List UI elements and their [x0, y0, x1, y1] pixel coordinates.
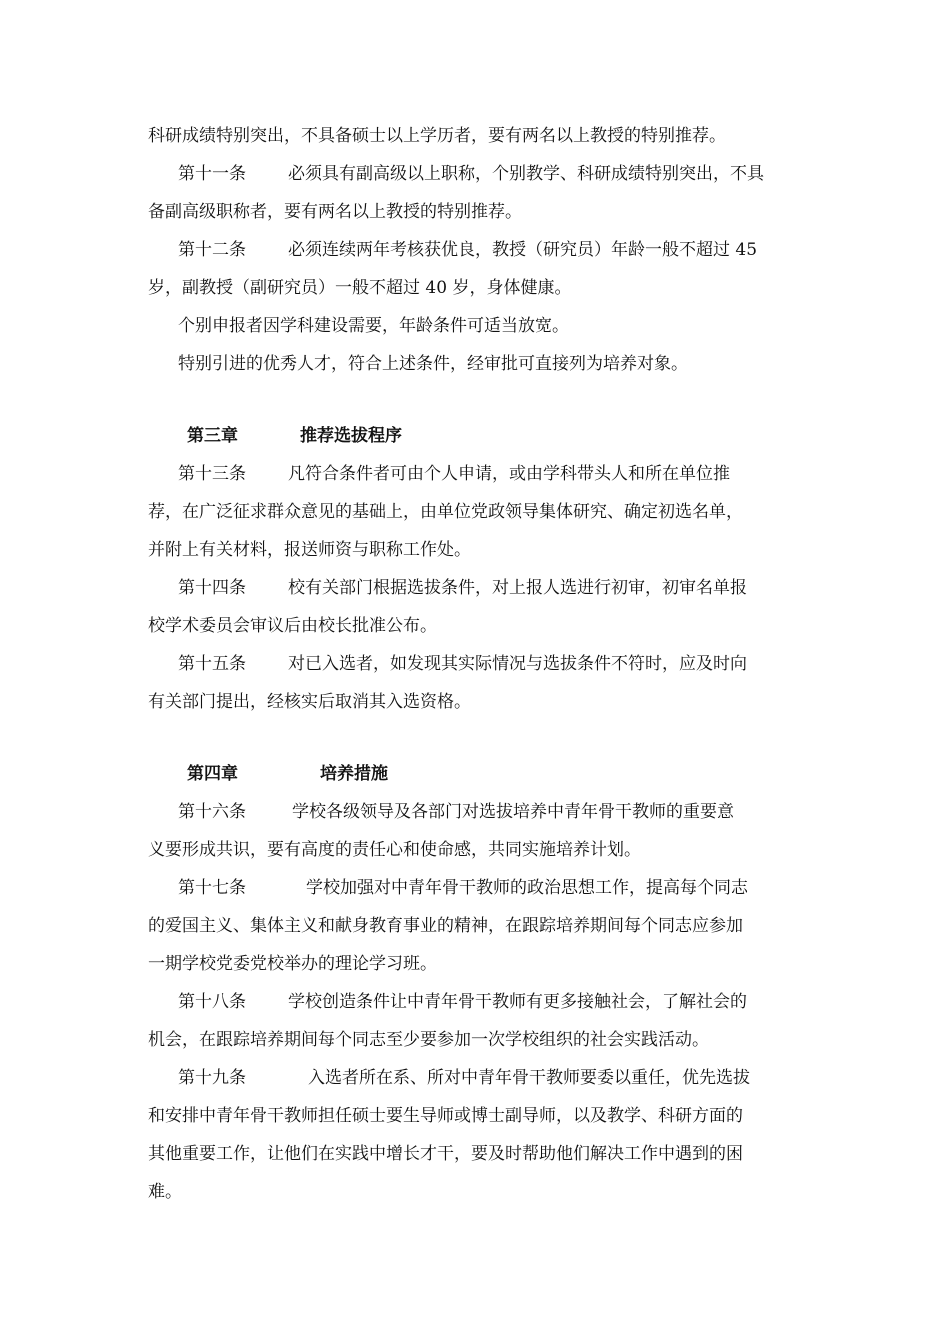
article-14 [178, 577, 808, 599]
article-text: 必须具有副高级以上职称，个别教学、科研成绩特别突出，不具 [288, 164, 764, 184]
chapter-4-heading [187, 763, 388, 785]
paragraph-line: 义要形成共识，要有高度的责任心和使命感，共同实施培养计划。 [148, 840, 641, 860]
article-text: 入选者所在系、所对中青年骨干教师要委以重任，优先选拔 [308, 1068, 750, 1088]
article-text: 必须连续两年考核获优良，教授（研究员）年龄一般不超过 45 [288, 240, 758, 260]
paragraph-line: 并附上有关材料，报送师资与职称工作处。 [148, 540, 471, 560]
article-text: 对已入选者，如发现其实际情况与选拔条件不符时，应及时向 [288, 654, 747, 674]
article-text: 凡符合条件者可由个人申请，或由学科带头人和所在单位推 [288, 464, 730, 484]
article-16 [178, 801, 808, 823]
article-text: 校有关部门根据选拔条件，对上报人选进行初审，初审名单报 [288, 578, 747, 598]
paragraph-line: 个别申报者因学科建设需要，年龄条件可适当放宽。 [178, 316, 569, 336]
chapter-number: 第三章 [187, 426, 238, 446]
article-label: 第十六条 [178, 802, 246, 822]
article-label: 第十九条 [178, 1068, 246, 1088]
paragraph-line: 机会，在跟踪培养期间每个同志至少要参加一次学校组织的社会实践活动。 [148, 1030, 709, 1050]
article-12 [178, 239, 808, 261]
article-label: 第十一条 [178, 164, 246, 184]
paragraph-line: 一期学校党委党校举办的理论学习班。 [148, 954, 437, 974]
article-label: 第十八条 [178, 992, 246, 1012]
paragraph-line: 和安排中青年骨干教师担任硕士要生导师或博士副导师，以及教学、科研方面的 [148, 1106, 743, 1126]
chapter-title: 推荐选拔程序 [300, 426, 402, 446]
article-label: 第十二条 [178, 240, 246, 260]
chapter-number: 第四章 [187, 764, 238, 784]
article-text: 学校各级领导及各部门对选拔培养中青年骨干教师的重要意 [292, 802, 734, 822]
paragraph-line: 难。 [148, 1182, 182, 1202]
article-label: 第十七条 [178, 878, 246, 898]
paragraph-line: 岁，副教授（副研究员）一般不超过 40 岁，身体健康。 [148, 278, 572, 298]
article-15 [178, 653, 808, 675]
article-label: 第十五条 [178, 654, 246, 674]
article-text: 学校创造条件让中青年骨干教师有更多接触社会，了解社会的 [288, 992, 747, 1012]
paragraph-line: 备副高级职称者，要有两名以上教授的特别推荐。 [148, 202, 522, 222]
article-19 [178, 1067, 808, 1089]
paragraph-line: 荐，在广泛征求群众意见的基础上，由单位党政领导集体研究、确定初选名单， [148, 502, 743, 522]
paragraph-line: 的爱国主义、集体主义和献身教育事业的精神，在跟踪培养期间每个同志应参加 [148, 916, 743, 936]
article-18 [178, 991, 808, 1013]
paragraph-line: 校学术委员会审议后由校长批准公布。 [148, 616, 437, 636]
paragraph-line: 特别引进的优秀人才，符合上述条件，经审批可直接列为培养对象。 [178, 354, 688, 374]
paragraph-line: 有关部门提出，经核实后取消其入选资格。 [148, 692, 471, 712]
paragraph-line: 其他重要工作，让他们在实践中增长才干，要及时帮助他们解决工作中遇到的困 [148, 1144, 743, 1164]
article-text: 学校加强对中青年骨干教师的政治思想工作，提高每个同志 [306, 878, 748, 898]
article-11 [178, 163, 808, 185]
chapter-3-heading [187, 425, 402, 447]
paragraph-line: 科研成绩特别突出，不具备硕士以上学历者，要有两名以上教授的特别推荐。 [148, 126, 726, 146]
chapter-title: 培养措施 [320, 764, 388, 784]
article-label: 第十四条 [178, 578, 246, 598]
article-label: 第十三条 [178, 464, 246, 484]
article-17 [178, 877, 808, 899]
article-13 [178, 463, 808, 485]
